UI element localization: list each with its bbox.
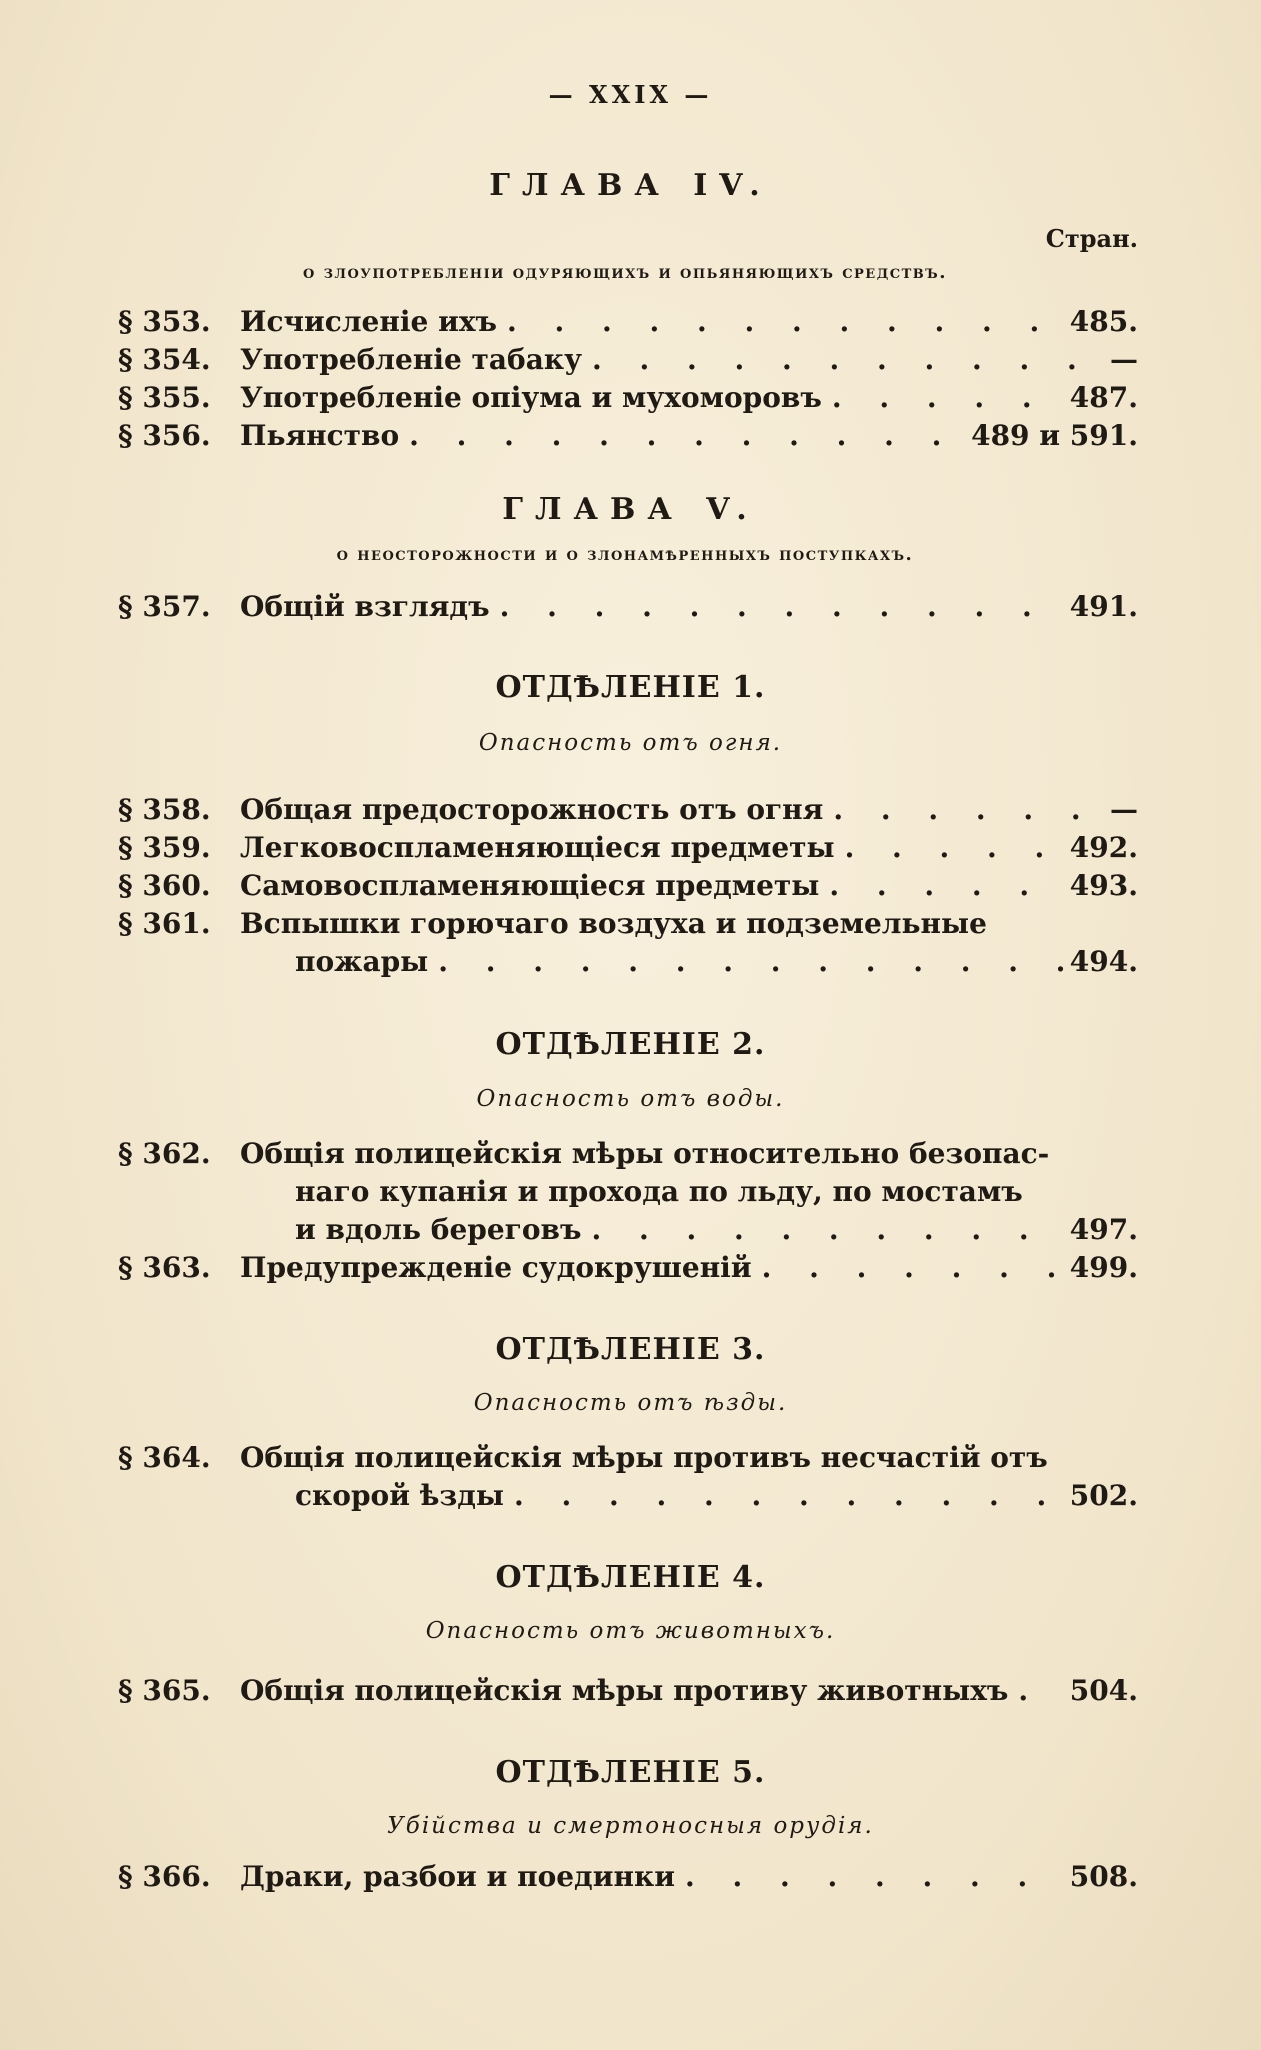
entry-page: 491. — [1069, 590, 1138, 623]
entry-title: Употребленіе опіума и мухоморовъ — [240, 381, 822, 414]
entry-title: Общій взглядъ — [240, 590, 490, 623]
section-5-title: ОТДѢЛЕНІЕ 5. — [495, 1755, 766, 1790]
entry-title-continued: и вдоль береговъ — [295, 1213, 582, 1246]
entry-title: Вспышки горючаго воздуха и подземельные — [240, 907, 987, 940]
entry-title: Драки, разбои и поединки — [240, 1860, 675, 1893]
entry-title: Употребленіе табаку — [240, 343, 583, 376]
entry-title-continued: скорой ѣзды — [295, 1479, 505, 1512]
page-header: — XXIX — — [548, 80, 713, 109]
entry-title: Общія полицейскія мѣры относительно безопас- — [240, 1137, 1050, 1170]
entry-page: 494. — [1069, 945, 1138, 978]
entry-title: Исчисленіе ихъ — [240, 305, 498, 338]
section-3-title: ОТДѢЛЕНІЕ 3. — [495, 1332, 766, 1367]
entry-number: § 358. — [118, 793, 211, 826]
entry-page: 504. — [1069, 1674, 1138, 1707]
section-5-subtitle: Убійства и смертоносныя орудія. — [387, 1813, 874, 1839]
entry-title: Пьянство — [240, 419, 400, 452]
entry-number: § 363. — [118, 1251, 211, 1284]
entry-number: § 360. — [118, 869, 211, 902]
section-1-subtitle: Опасность отъ огня. — [478, 730, 783, 756]
section-3-subtitle: Опасность отъ ѣзды. — [473, 1390, 788, 1416]
entry-number: § 365. — [118, 1674, 211, 1707]
entry-page: 499. — [1069, 1251, 1138, 1284]
entry-number: § 357. — [118, 590, 211, 623]
entry-number: § 361. — [118, 907, 211, 940]
entry-page: 487. — [1069, 381, 1138, 414]
entry-number: § 353. — [118, 305, 211, 338]
chapter-5-title: ГЛАВА V. — [502, 492, 759, 527]
section-2-title: ОТДѢЛЕНІЕ 2. — [495, 1027, 766, 1062]
entry-page: 493. — [1069, 869, 1138, 902]
entry-number: § 354. — [118, 343, 211, 376]
chapter-5-subtitle: о неосторожности и о злонамѣренныхъ поступкахъ. — [336, 544, 914, 565]
entry-number: § 356. — [118, 419, 211, 452]
entry-page: 492. — [1069, 831, 1138, 864]
entry-page: — — [1110, 343, 1138, 376]
entry-page: 485. — [1069, 305, 1138, 338]
entry-title-continued: пожары — [295, 945, 429, 978]
page-column-label: Стран. — [1045, 224, 1138, 253]
section-4-subtitle: Опасность отъ животныхъ. — [425, 1618, 836, 1644]
entry-page: 502. — [1069, 1479, 1138, 1512]
entry-title: Предупрежденіе судокрушеній — [240, 1251, 752, 1284]
entry-title: Общая предосторожность отъ огня — [240, 793, 824, 826]
entry-page: 497. — [1069, 1213, 1138, 1246]
section-1-title: ОТДѢЛЕНІЕ 1. — [495, 670, 766, 705]
entry-title: Легковоспламеняющіеся предметы — [240, 831, 835, 864]
section-4-title: ОТДѢЛЕНІЕ 4. — [495, 1560, 766, 1595]
chapter-4-subtitle: о злоупотребленіи одуряющихъ и опьяняющихъ средствъ. — [302, 262, 947, 283]
entry-title: Общія полицейскія мѣры противу животныхъ — [240, 1674, 1009, 1707]
entry-title: Самовоспламеняющіеся предметы — [240, 869, 820, 902]
entry-number: § 355. — [118, 381, 211, 414]
entry-page: 508. — [1069, 1860, 1138, 1893]
chapter-4-title: ГЛАВА IV. — [489, 168, 772, 203]
entry-page: 489 и 591. — [971, 419, 1138, 452]
entry-title: Общія полицейскія мѣры противъ несчастій отъ — [240, 1441, 1048, 1474]
entry-title-continued: наго купанія и прохода по льду, по мостамъ — [295, 1175, 1023, 1208]
entry-number: § 364. — [118, 1441, 211, 1474]
entry-page: — — [1110, 793, 1138, 826]
section-2-subtitle: Опасность отъ воды. — [476, 1086, 785, 1112]
entry-number: § 359. — [118, 831, 211, 864]
entry-number: § 362. — [118, 1137, 211, 1170]
entry-number: § 366. — [118, 1860, 211, 1893]
